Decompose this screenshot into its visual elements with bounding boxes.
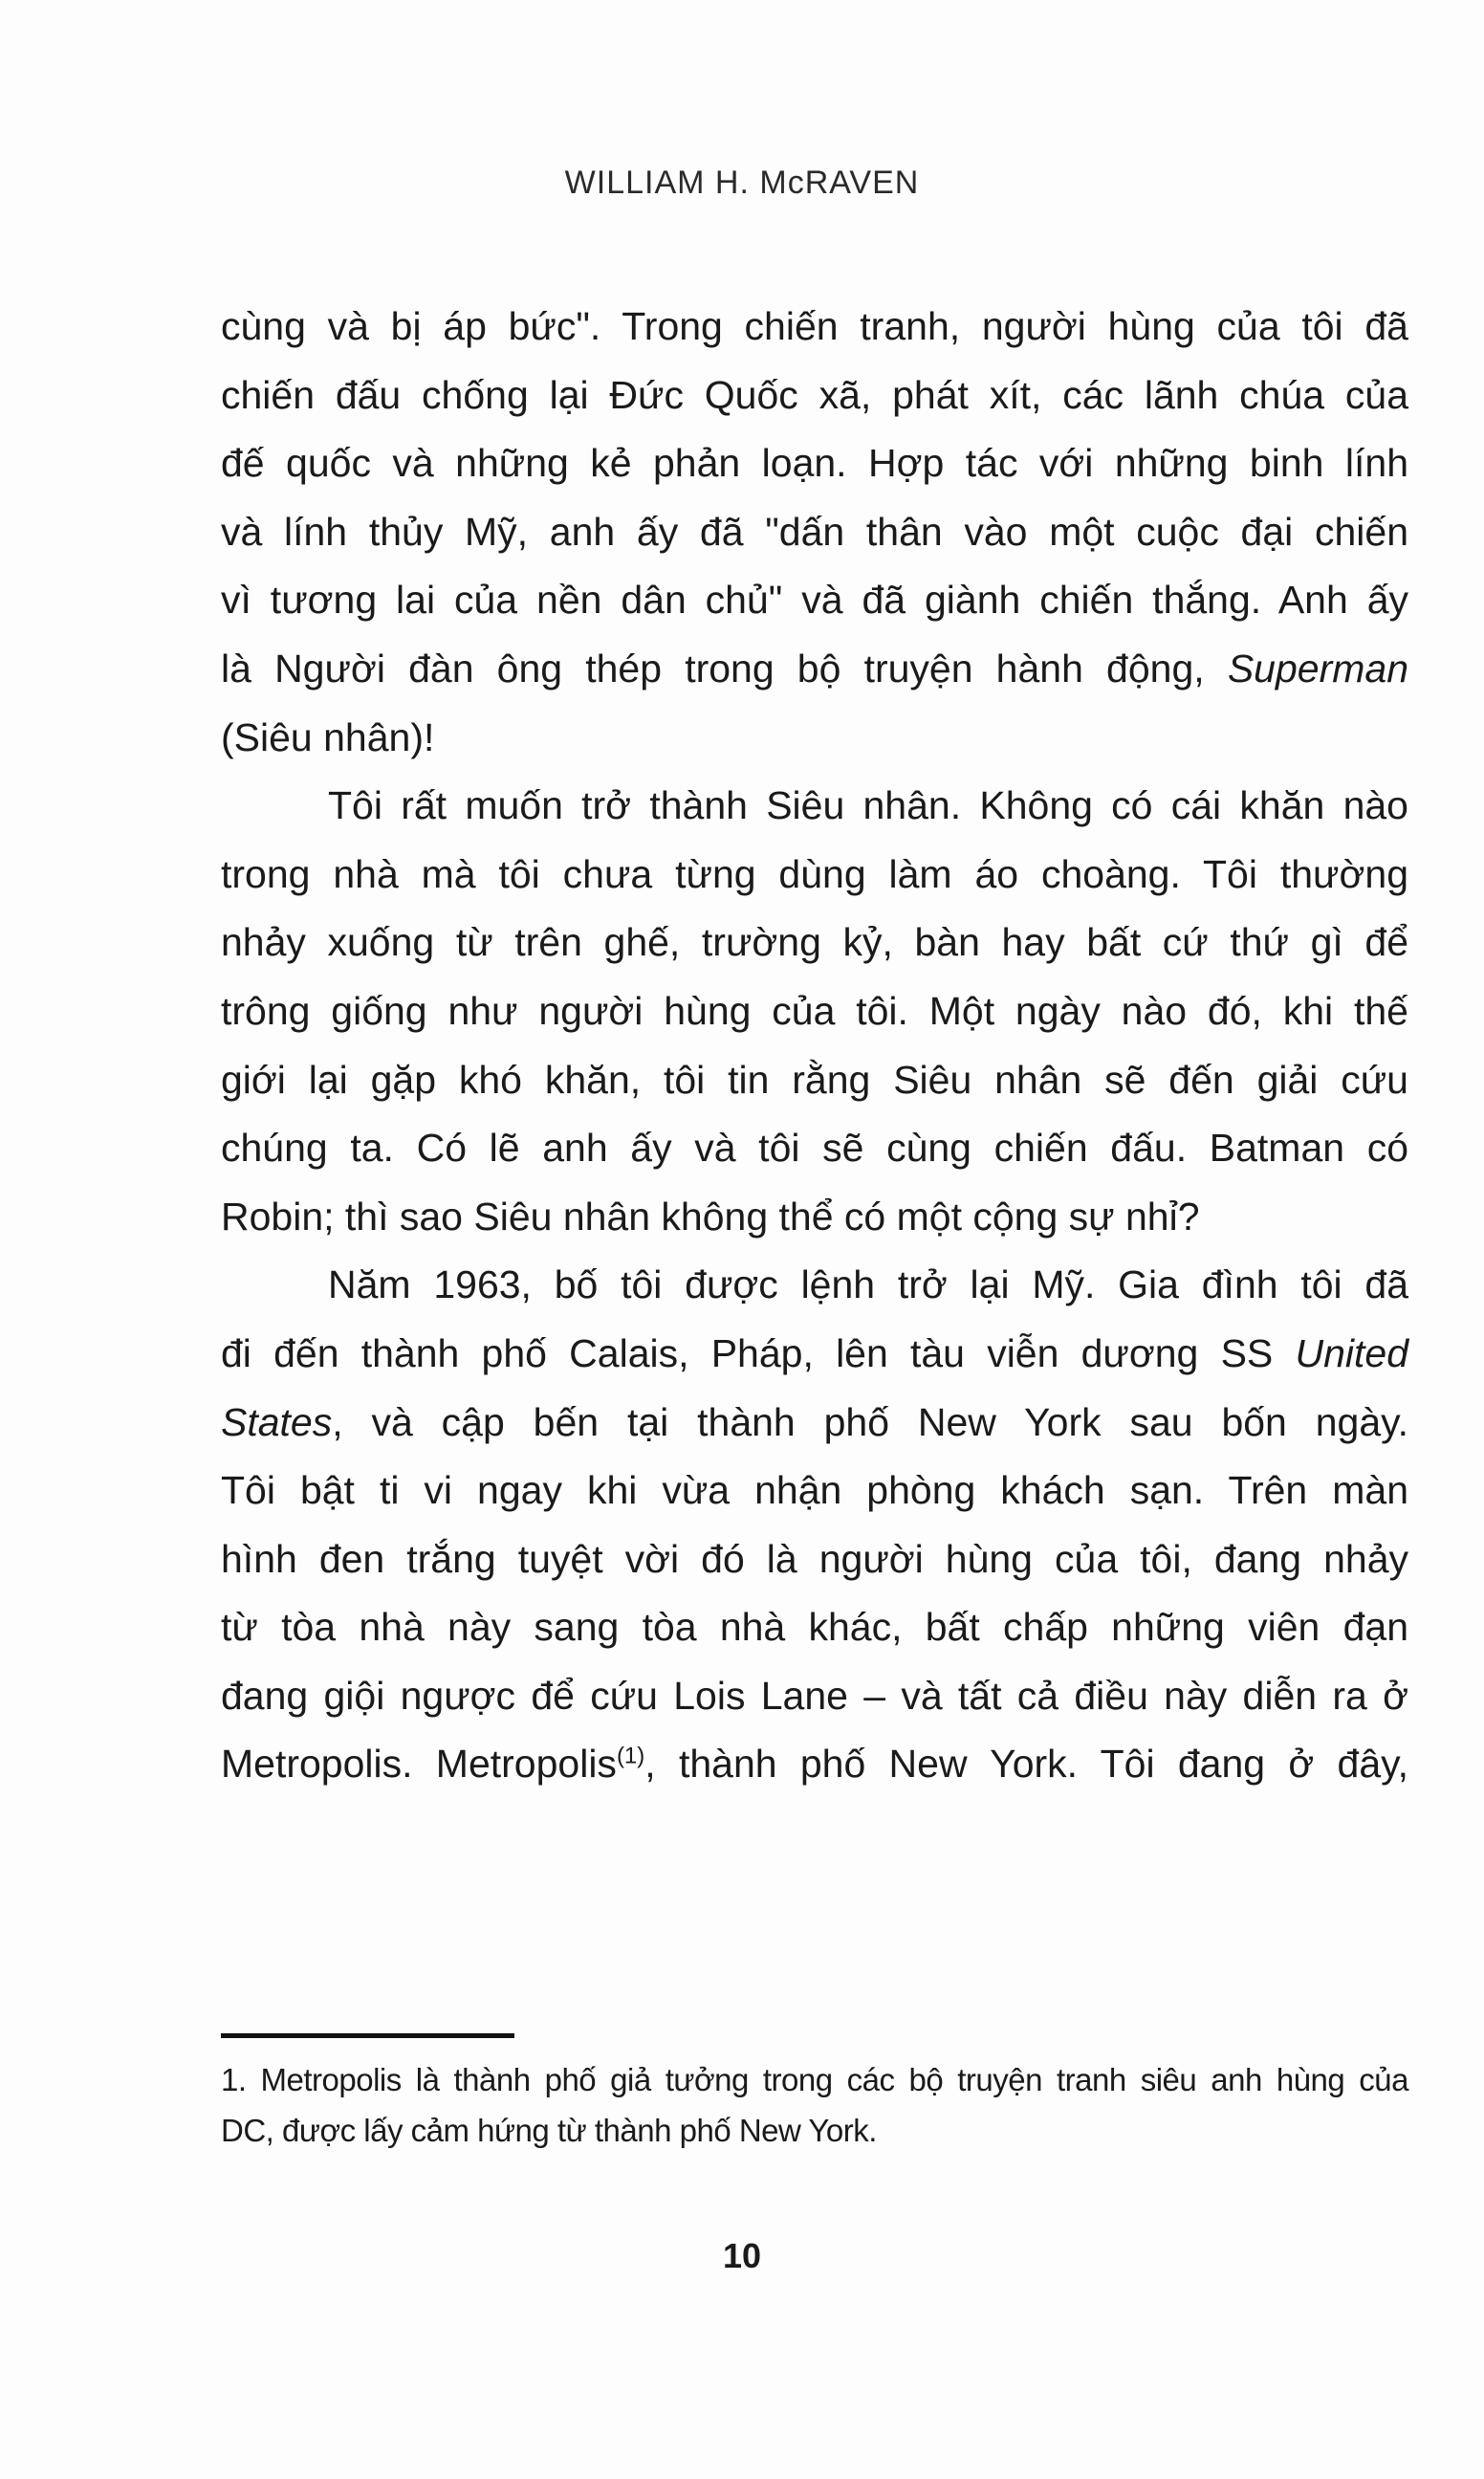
text-line: Robin; thì sao Siêu nhân không thể có một cộng sự nhỉ? — [221, 1194, 1200, 1239]
text-line — [221, 635, 1408, 704]
text-line: đang giội ngược để cứu Lois Lane – và tất cả điều này diễn ra ở — [221, 1673, 1408, 1718]
italic-ship-name: United — [1295, 1330, 1408, 1375]
text-segment: là Người đàn ông thép trong bộ truyện hành động, — [221, 646, 1228, 691]
text-line: đế quốc và những kẻ phản loạn. Hợp tác với những binh lính — [221, 441, 1408, 486]
text-line: và lính thủy Mỹ, anh ấy đã "dấn thân vào một cuộc đại chiến — [221, 509, 1408, 554]
text-line: Tôi rất muốn trở thành Siêu nhân. Không có cái khăn nào — [328, 783, 1408, 828]
text-segment: , thành phố New York. Tôi đang ở đây, — [644, 1742, 1409, 1787]
text-line — [221, 1389, 1408, 1458]
footnote-line: 1. Metropolis là thành phố giả tưởng trong các bộ truyện tranh siêu anh hùng của — [221, 2062, 1408, 2097]
footnote-divider — [221, 2033, 514, 2038]
running-header: WILLIAM H. McRAVEN — [564, 165, 920, 201]
body-text — [221, 293, 1408, 1799]
footnote — [221, 2054, 1408, 2156]
text-segment: đi đến thành phố Calais, Pháp, lên tàu viễn dương SS — [221, 1330, 1296, 1375]
text-segment: , và cập bến tại thành phố New York sau bốn ngày. — [332, 1399, 1408, 1444]
text-line — [221, 1730, 1408, 1799]
text-line: chiến đấu chống lại Đức Quốc xã, phát xít, các lãnh chúa của — [221, 372, 1408, 417]
page-number: 10 — [722, 2236, 762, 2275]
italic-title: Superman — [1227, 646, 1408, 691]
text-line: nhảy xuống từ trên ghế, trường kỷ, bàn hay bất cứ thứ gì để — [221, 920, 1408, 965]
text-line: Năm 1963, bố tôi được lệnh trở lại Mỹ. Gia đình tôi đã — [328, 1262, 1408, 1307]
text-line: Tôi bật ti vi ngay khi vừa nhận phòng khách sạn. Trên màn — [221, 1468, 1408, 1513]
text-line: vì tương lai của nền dân chủ" và đã giành chiến thắng. Anh ấy — [221, 578, 1408, 623]
text-line: cùng và bị áp bức". Trong chiến tranh, người hùng của tôi đã — [221, 304, 1408, 348]
text-line: trông giống như người hùng của tôi. Một ngày nào đó, khi thế — [221, 988, 1408, 1033]
text-line: (Siêu nhân)! — [221, 714, 435, 759]
italic-ship-name: States — [221, 1399, 333, 1444]
text-line: trong nhà mà tôi chưa từng dùng làm áo choàng. Tôi thường — [221, 851, 1408, 896]
text-segment: Metropolis. Metropolis — [221, 1742, 617, 1787]
text-line — [221, 1320, 1408, 1389]
text-line: từ tòa nhà này sang tòa nhà khác, bất chấp những viên đạn — [221, 1605, 1408, 1650]
footnote-reference[interactable]: (1) — [616, 1743, 645, 1769]
text-line: giới lại gặp khó khăn, tôi tin rằng Siêu nhân sẽ đến giải cứu — [221, 1057, 1408, 1102]
text-line: hình đen trắng tuyệt vời đó là người hùng của tôi, đang nhảy — [221, 1536, 1408, 1581]
footnote-line: DC, được lấy cảm hứng từ thành phố New York. — [221, 2113, 877, 2148]
text-line: chúng ta. Có lẽ anh ấy và tôi sẽ cùng chiến đấu. Batman có — [221, 1126, 1408, 1171]
